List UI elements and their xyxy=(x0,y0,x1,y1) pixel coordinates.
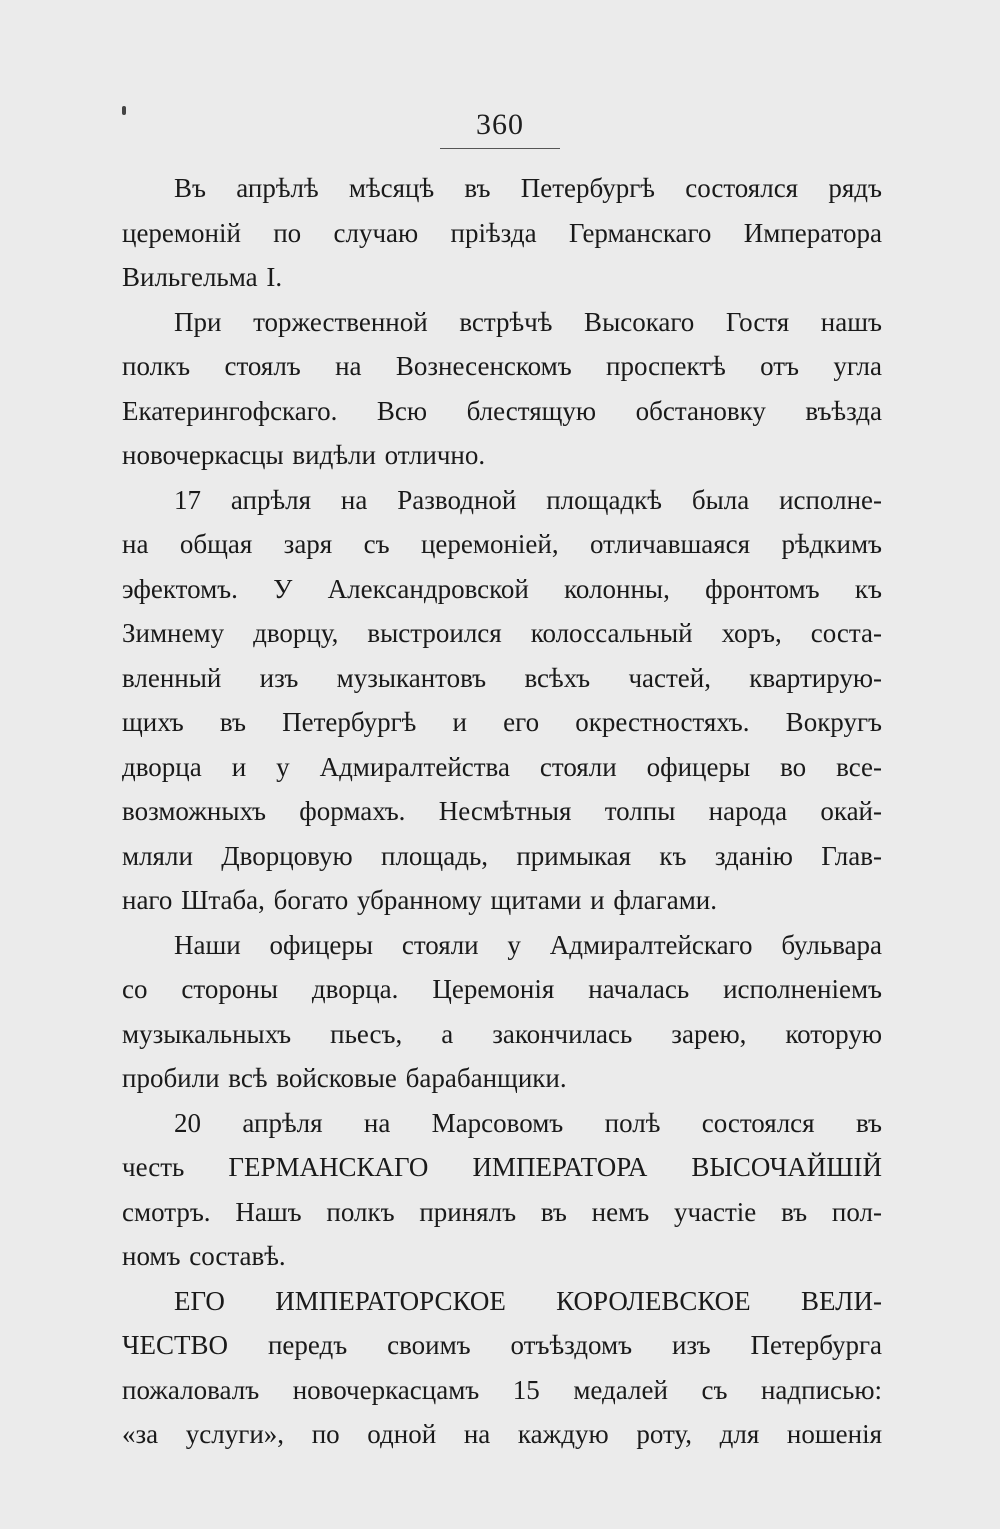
text-line: церемоній по случаю пріѣзда Германскаго Императора xyxy=(122,217,882,248)
text-line: музыкальныхъ пьесъ, а закончилась зарею, которую xyxy=(122,1018,882,1049)
text-line: вленный изъ музыкантовъ всѣхъ частей, квартирую- xyxy=(122,662,882,693)
text-line: на общая заря съ церемоніей, отличавшаяся рѣдкимъ xyxy=(122,529,882,559)
text-line: честь ГЕРМАНСКАГО ИМПЕРАТОРА ВЫСОЧАЙШІЙ xyxy=(122,1152,882,1182)
text-line: ЕГО ИМПЕРАТОРСКОЕ КОРОЛЕВСКОЕ ВЕЛИ- xyxy=(174,1285,882,1316)
text-line: ЧЕСТВО передъ своимъ отъѣздомъ изъ Петербурга xyxy=(122,1330,882,1360)
text-line: со стороны дворца. Церемонія началась исполненіемъ xyxy=(122,974,882,1004)
text-line: наго Штаба, богато убранному щитами и флагами. xyxy=(122,885,717,915)
text-line: «за услуги», по одной на каждую роту, для ношенія xyxy=(122,1419,882,1449)
text-line: возможныхъ формахъ. Несмѣтныя толпы народа окай- xyxy=(122,796,882,826)
text-line: 20 апрѣля на Марсовомъ полѣ состоялся въ xyxy=(174,1107,882,1138)
text-line: мляли Дворцовую площадь, примыкая къ зданію Глав- xyxy=(122,840,882,871)
page-header xyxy=(0,108,1000,149)
text-line: новочеркасцы видѣли отлично. xyxy=(122,440,486,470)
paragraph xyxy=(122,923,882,1101)
text-line: Въ апрѣлѣ мѣсяцѣ въ Петербургѣ состоялся рядъ xyxy=(174,173,882,203)
text-line: щихъ въ Петербургѣ и его окрестностяхъ. Вокругъ xyxy=(122,707,882,737)
paragraph xyxy=(122,300,882,478)
page-number: 360 xyxy=(440,108,560,149)
text-line: полкъ стоялъ на Вознесенскомъ проспектѣ отъ угла xyxy=(122,351,882,381)
text-line: номъ составѣ. xyxy=(122,1241,286,1271)
text-line: 17 апрѣля на Разводной площадкѣ была исполне- xyxy=(174,484,882,515)
text-line: Наши офицеры стояли у Адмиралтейскаго бульвара xyxy=(174,929,882,960)
text-line: При торжественной встрѣчѣ Высокаго Гостя нашъ xyxy=(174,306,882,337)
text-line: дворца и у Адмиралтейства стояли офицеры во все- xyxy=(122,751,882,782)
paragraph xyxy=(122,1279,882,1457)
body-text xyxy=(122,166,882,1457)
paragraph xyxy=(122,478,882,923)
text-line: Вильгельма I. xyxy=(122,262,283,292)
text-line: Зимнему дворцу, выстроился колоссальный хоръ, соста- xyxy=(122,618,882,648)
text-line: Екатерингофскаго. Всю блестящую обстановку въѣзда xyxy=(122,395,882,426)
text-line: пробили всѣ войсковые барабанщики. xyxy=(122,1063,567,1093)
text-line: эфектомъ. У Александровской колонны, фронтомъ къ xyxy=(122,573,882,604)
paragraph xyxy=(122,166,882,300)
text-line: пожаловалъ новочеркасцамъ 15 медалей съ надписью: xyxy=(122,1374,882,1405)
paragraph xyxy=(122,1101,882,1279)
text-line: смотръ. Нашъ полкъ принялъ въ немъ участіе въ пол- xyxy=(122,1196,882,1227)
